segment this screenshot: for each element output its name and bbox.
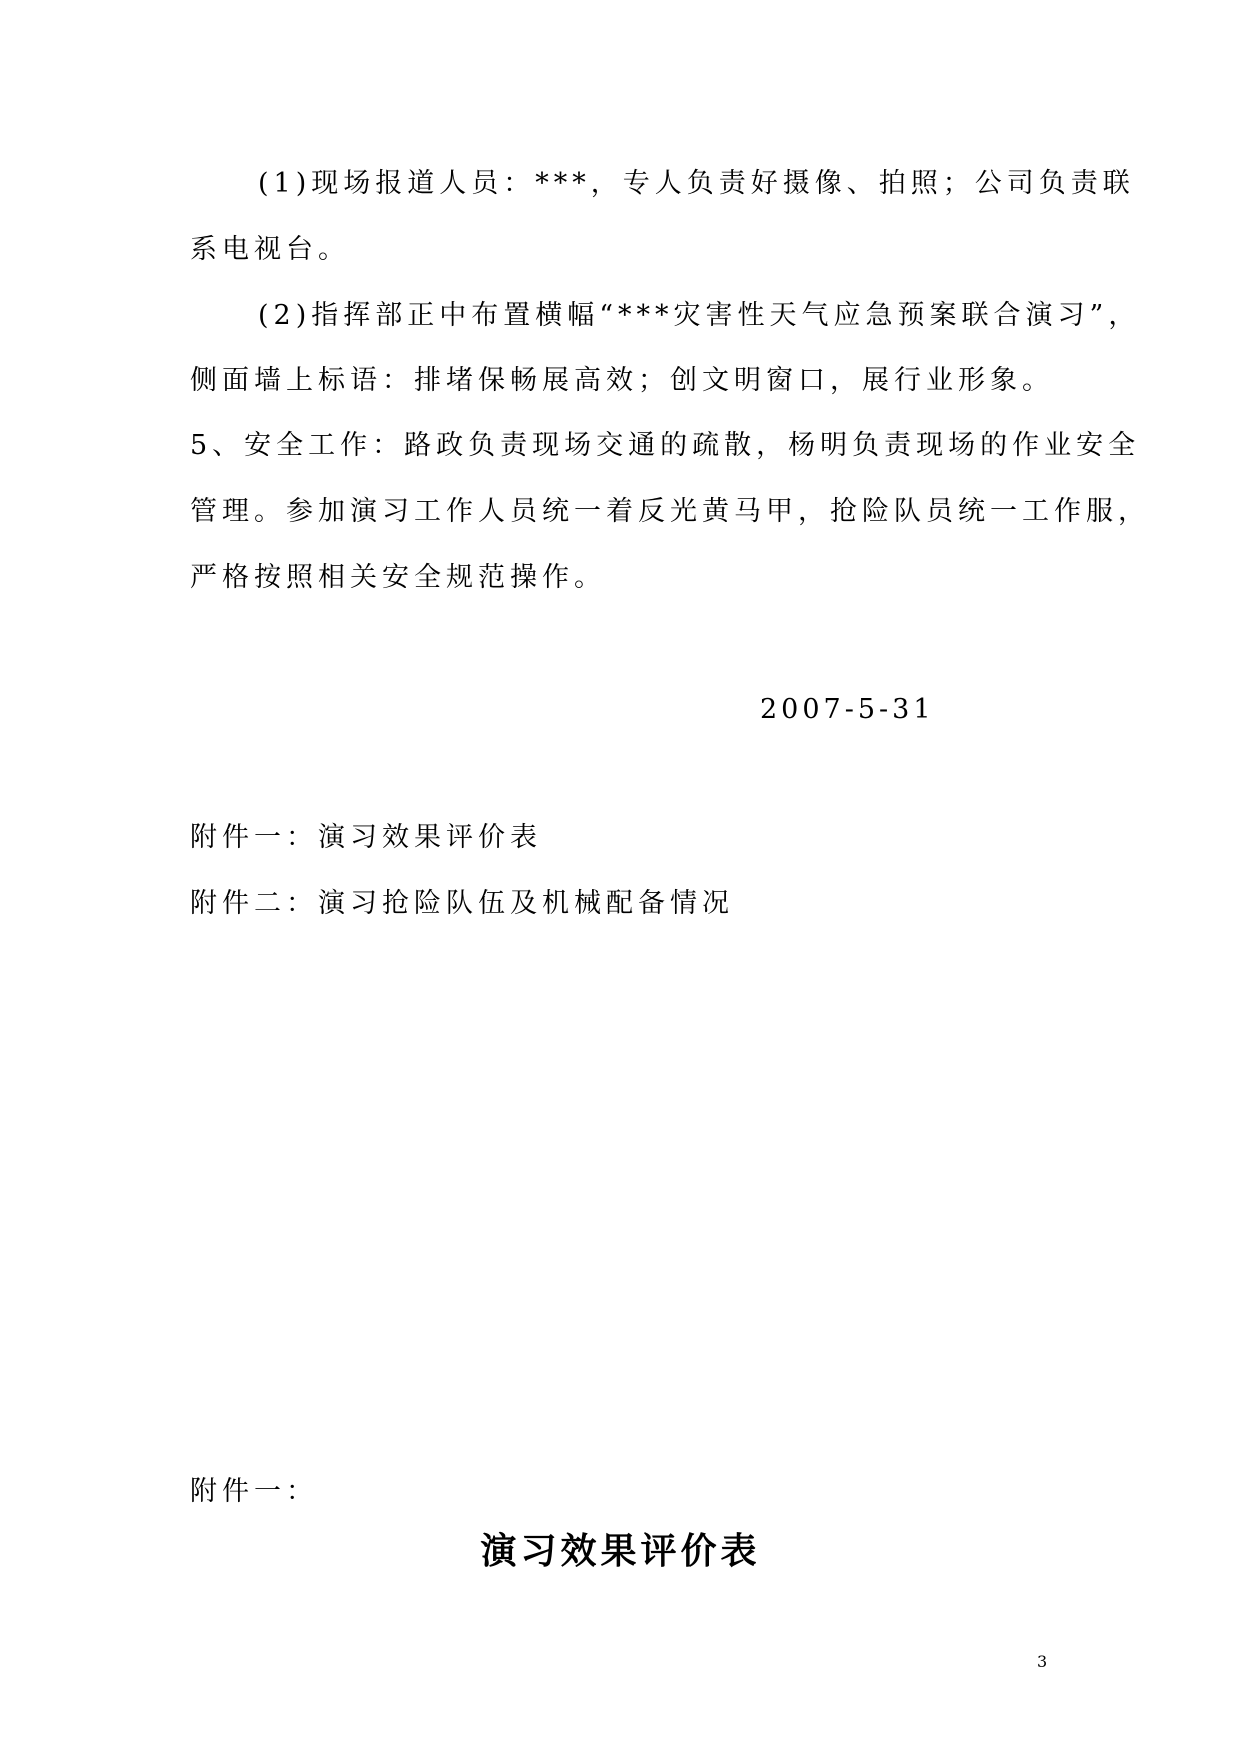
appendix-label: 附件一：	[190, 1476, 318, 1507]
paragraph-2-line-1: (2)指挥部正中布置横幅“***灾害性天气应急预案联合演习”，	[258, 300, 1141, 331]
attachment-item-2: 附件二：演习抢险队伍及机械配备情况	[190, 888, 734, 919]
page-number: 3	[1037, 1652, 1048, 1671]
paragraph-1-line-1: (1)现场报道人员：***，专人负责好摄像、拍照；公司负责联	[258, 168, 1135, 199]
paragraph-1-line-2: 系电视台。	[190, 234, 350, 265]
paragraph-3-line-3: 严格按照相关安全规范操作。	[190, 562, 606, 593]
document-date: 2007-5-31	[760, 694, 935, 725]
paragraph-2-line-2: 侧面墙上标语：排堵保畅展高效；创文明窗口，展行业形象。	[190, 365, 1054, 396]
appendix-title: 演习效果评价表	[480, 1531, 761, 1572]
paragraph-3-line-1: 5、安全工作：路政负责现场交通的疏散，杨明负责现场的作业安全	[190, 430, 1141, 461]
attachment-item-1: 附件一：演习效果评价表	[190, 822, 542, 853]
paragraph-3-line-2: 管理。参加演习工作人员统一着反光黄马甲，抢险队员统一工作服，	[190, 496, 1150, 527]
